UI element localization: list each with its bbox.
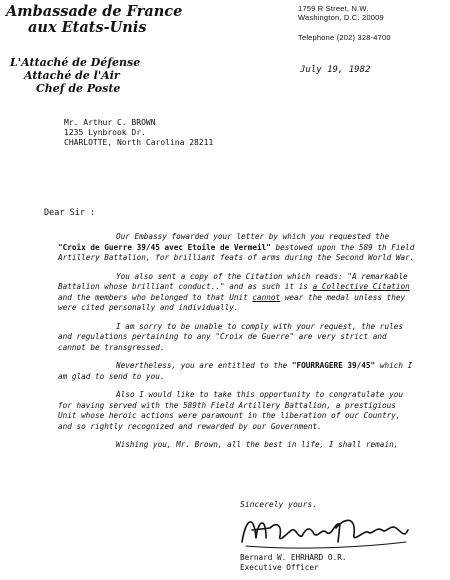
paragraph-text: Nevertheless, you are entitled to the (116, 361, 292, 370)
sender-city: Washington, D.C. 20009 (298, 13, 384, 22)
letterhead-office-line1: L'Attaché de Défense (10, 56, 141, 69)
sender-street: 1759 R Street, N.W. (298, 4, 369, 13)
letterhead-org-line1: Ambassade de France (6, 3, 183, 20)
paragraph-request (58, 232, 418, 264)
paragraph-text: which I am glad to send to you. (58, 361, 413, 381)
signer-block (240, 553, 346, 572)
recipient-city: CHARLOTTE, North Carolina 28211 (64, 138, 214, 147)
paragraph-text: You also sent a copy of the Citation which reads: "A remarkable Battalion whose brilliant conduct.." and as such it is (58, 271, 408, 291)
recipient-address (64, 118, 213, 148)
medal-name: "Croix de Guerre 39/45 avec Etoile de Vermeil" (58, 242, 271, 252)
letter-body (58, 232, 418, 459)
paragraph-text: Our Embassy fowarded your letter by which you requested the (116, 232, 390, 241)
recipient-name: Mr. Arthur C. BROWN (64, 118, 156, 127)
paragraph-text: and the members who belonged to that Unit (58, 292, 253, 302)
paragraph-text: wear the medal unless they were cited personally and individually. (58, 292, 406, 312)
sender-address (298, 4, 391, 42)
collective-citation-emphasis: a Collective Citation (312, 282, 410, 291)
handwritten-signature (236, 508, 412, 554)
letterhead-office (10, 56, 140, 95)
letterhead-office-line3: Chef de Poste (36, 82, 121, 95)
paragraph-regret: I am sorry to be unable to comply with your request, the rules and regulations pertaining to any "Croix de Guerre" are very strict and cannot be transgressed. (58, 321, 403, 352)
letterhead-organization (6, 4, 182, 36)
paragraph-text: bestowed upon the 589 th Field Artillery Battalion, for brilliant feats of arms during the Second World War. (58, 242, 415, 262)
signer-title: Executive Officer (240, 562, 319, 572)
cannot-emphasis: cannot (252, 292, 281, 302)
signer-name: Bernard W. EHRHARD O.R. (240, 553, 347, 562)
recipient-street: 1235 Lynbrook Dr. (64, 128, 146, 137)
paragraph-congratulations: Also I would like to take this opportunity to congratulate you for having served with the 589th Field Artillery Battalion, a prestigious Unit whose heroic actions were paramount in the liberation of our Country, and so rightly recognized and rewarded by our Government. (58, 390, 403, 431)
letterhead-office-line2: Attaché de l'Air (24, 69, 120, 82)
salutation: Dear Sir : (44, 208, 96, 218)
paragraph-wishes: Wishing you, Mr. Brown, all the best in life, I shall remain, (116, 440, 399, 449)
letterhead-org-line2: aux Etats-Unis (28, 19, 147, 36)
closing: Sincerely yours. (240, 500, 318, 509)
paragraph-fourragere (58, 361, 418, 382)
letter-date: July 19, 1982 (300, 65, 371, 75)
fourragere-name: "FOURRAGERE 39/45" (291, 361, 376, 370)
paragraph-citation (58, 272, 418, 314)
sender-telephone: Telephone (202) 328-4700 (298, 33, 391, 42)
